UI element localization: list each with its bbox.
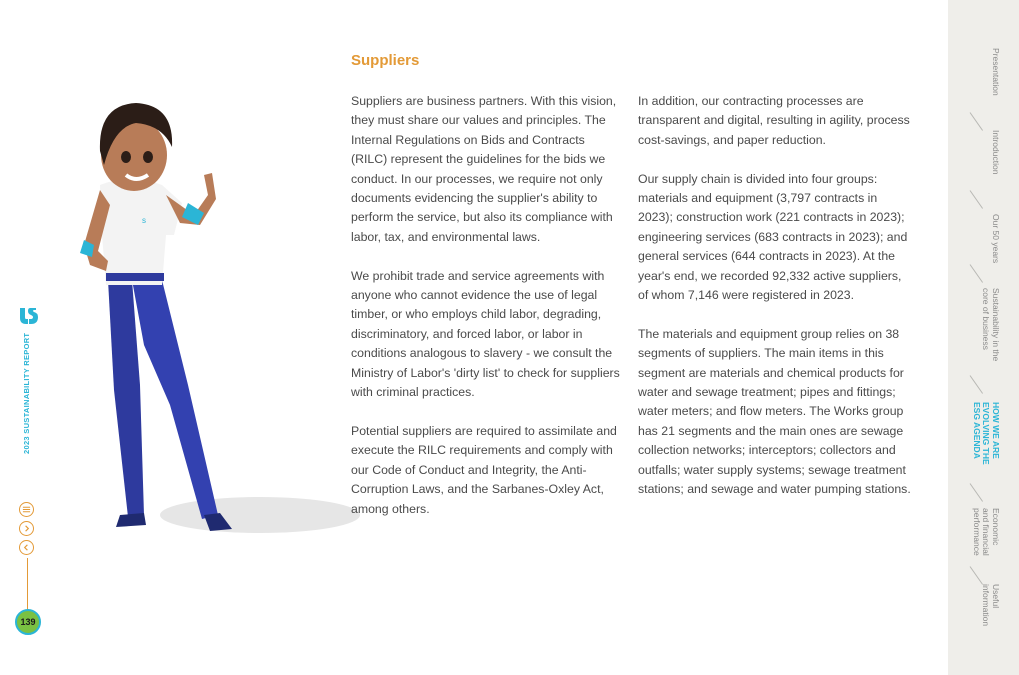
paragraph: We prohibit trade and service agreements with anyone who cannot evidence the use of legal timber, or who employs child labor, degrading, discriminatory, and forced labor, or labor in conditions analogous to slavery - we consult the Ministry of Labor's 'dirty list' to check for suppliers with criminal practices. xyxy=(351,268,620,400)
previous-page-button[interactable] xyxy=(19,540,34,555)
arrow-left-icon xyxy=(22,543,31,552)
chapter-nav xyxy=(948,0,1019,675)
paragraph: Our supply chain is divided into four groups: materials and equipment (3,797 contracts in 2023); construction work (221 contracts in 2023); engineering services (683 contracts in 2023); and general services (644 contracts in 2023). At the year's end, we recorded 92,332 active suppliers, of whom 7,146 were registered in 2023. xyxy=(638,171,908,303)
next-page-button[interactable] xyxy=(19,521,34,536)
nav-item-label: Sustainability in the core of business xyxy=(981,288,1001,362)
nav-separator xyxy=(970,112,983,131)
nav-item-label: HOW WE ARE EVOLVING THE ESG AGENDA xyxy=(972,402,1001,465)
page-nav-controls xyxy=(19,502,37,559)
nav-separator xyxy=(970,483,983,502)
report-label: 2023 SUSTAINABILITY REPORT xyxy=(22,332,31,454)
arrow-right-icon xyxy=(22,524,31,533)
nav-item-label: Economic and financial performance xyxy=(972,508,1001,556)
nav-item-label: Our 50 years xyxy=(991,214,1001,264)
text-column-right xyxy=(638,92,913,519)
menu-button[interactable] xyxy=(19,502,34,517)
paragraph: The materials and equipment group relies on 38 segments of suppliers. The main items in this segment are materials and chemical products for water and sewage treatment; pipes and fittings; water meters; and flow meters. The Works group has 21 segments and the main ones are sewage collection networks; interceptors; collectors and outfalls; water supply systems; sewage treatment stations; and sewage and water pumping stations. xyxy=(638,326,911,497)
paragraph: Potential suppliers are required to assimilate and execute the RILC requirements and comply with our Code of Conduct and Integrity, the Anti-Corruption Laws, and the Sarbanes-Oxley Act, among others. xyxy=(351,423,617,516)
nav-item-label: Presentation xyxy=(991,48,1001,96)
menu-icon xyxy=(22,505,31,514)
nav-separator xyxy=(970,264,983,283)
page-number-badge: 139 xyxy=(15,609,41,635)
nav-item-label: Introduction xyxy=(991,130,1001,175)
paragraph: Suppliers are business partners. With this vision, they must share our values and principles. The Internal Regulations on Bids and Contracts (RILC) represent the guidelines for the bids we conduct. In our processes, we require not only documents evidencing the supplier's ability to perform the service, but also its compliance with labor, tax, and environmental laws. xyxy=(351,94,617,244)
mascot-illustration xyxy=(70,85,360,560)
nav-separator xyxy=(970,566,983,585)
text-column-left xyxy=(351,92,621,538)
nav-separator xyxy=(970,190,983,209)
divider-line xyxy=(27,558,28,610)
section-title: Suppliers xyxy=(351,52,420,69)
svg-text:s: s xyxy=(142,216,146,225)
nav-separator xyxy=(970,375,983,394)
nav-item-label: Useful information xyxy=(981,584,1001,627)
brand-logo-icon xyxy=(17,304,39,326)
left-sidebar xyxy=(0,0,60,675)
paragraph: In addition, our contracting processes are transparent and digital, resulting in agility, process cost-savings, and paper reduction. xyxy=(638,94,910,147)
